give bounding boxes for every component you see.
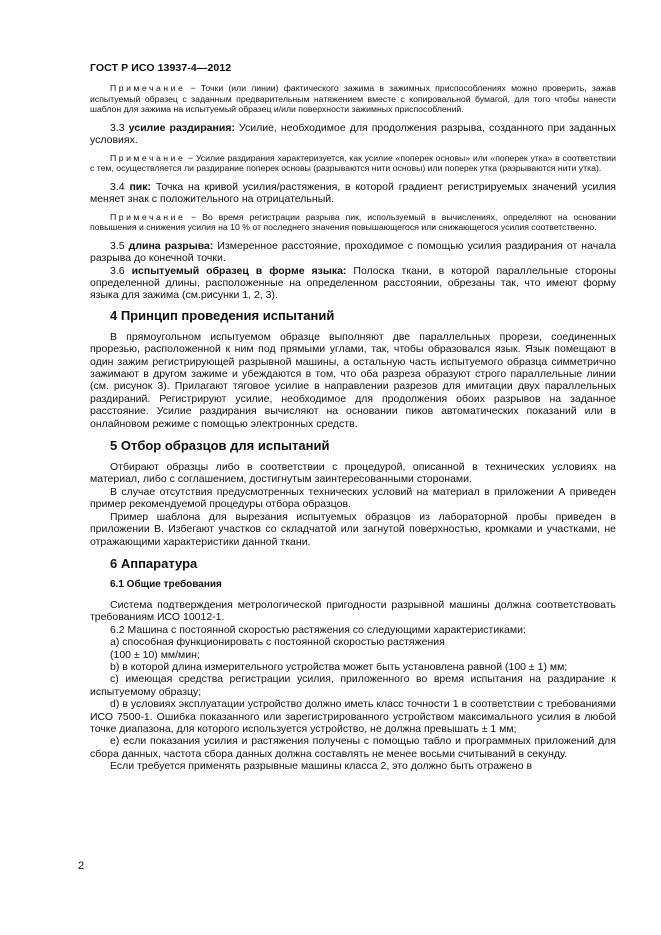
section-5-paragraph-3: Пример шаблона для вырезания испытуемых образцов из лабораторной пробы приведен в приложении В. Избегают участков со складчатой или загнутой поверхностью, кромками и участками, не отражающими характеристики данной ткани. — [90, 510, 616, 548]
definition-3-6 — [90, 265, 616, 302]
definition-text: Точка на кривой усилия/растяжения, в которой градиент регистрируемых значений усилия меняет знак с положительного на отрицательный. — [90, 180, 616, 206]
definition-number: 3.3 — [110, 121, 129, 134]
document-header: ГОСТ Р ИСО 13937-4—2012 — [90, 62, 232, 74]
note-label: Примечание — [110, 211, 186, 222]
section-4-title: 4 Принцип проведения испытаний — [110, 307, 335, 323]
definition-text: Полоска ткани, в которой параллельные стороны определенной длины, расположенные на определенном расстоянии, обрезаны так, что имеют форму языка для зажима (см.рисунки 1, 2, 3). — [90, 264, 616, 302]
note-text: − Усилие раздирания характеризуется, как усилие «поперек основы» или «поперек утка» в соответствии с тем, осуществляется ли раздирание поперек основы (разрываются нити основы) или поперек утка (разрываются нити утка). — [90, 152, 616, 174]
section-5-paragraph-2: В случае отсутствия предусмотренных технических условий на материал в приложении А приведен пример рекомендуемой процедуры отбора образцов. — [90, 485, 616, 511]
definition-number: 3.4 — [110, 180, 130, 193]
section-6-2-paragraph: 6.2 Машина с постоянной скоростью растяжения со следующими характеристиками: — [110, 623, 526, 636]
list-item-b: b) в которой длина измерительного устройства может быть установлена равной (100 ± 1) мм; — [110, 660, 568, 673]
note-clamp-lines — [90, 83, 616, 115]
note-text: − Во время регистрации разрыва пик, используемый в вычислениях, определяют на основании повышения и снижения усилия на 10 % от последнего значения повышающегося или снижающегося усилия соответственно. — [90, 211, 616, 233]
section-5-paragraph-1: Отбирают образцы либо в соответствии с процедурой, описанной в технических условиях на материал, либо с соглашением, достигнутым заинтересованными сторонами. — [90, 461, 616, 486]
note-label: Примечание — [110, 83, 186, 93]
definition-term: длина разрыва: — [128, 239, 214, 252]
list-item-d: d) в условиях эксплуатации устройство должно иметь класс точности 1 в соответствии с требованиями ИСО 7500-1. Ошибка показанного или зарегистрированного устройством максимального усилия в любой точке диапазона, для которого используется устройство, не должна превышать ± 1 мм; — [90, 698, 616, 735]
subsection-6-1-title: 6.1 Общие требования — [110, 578, 222, 590]
definition-3-5 — [90, 240, 616, 265]
definition-term: испытуемый образец в форме языка: — [131, 264, 347, 277]
section-6-title: 6 Аппаратура — [110, 555, 198, 571]
definition-3-3 — [90, 122, 616, 147]
list-item-a-value: (100 ± 10) мм/мин; — [110, 648, 200, 661]
definition-text: Измеренное расстояние, проходимое с помощью усилия раздирания от начала разрыва до конечной точки. — [90, 239, 616, 265]
list-item-a: a) способная функционировать с постоянной скоростью растяжения — [110, 636, 445, 649]
definition-3-4 — [90, 181, 616, 206]
definition-term: пик: — [129, 180, 151, 193]
final-paragraph: Если требуется применять разрывные машины класса 2, это должно быть отражено в — [110, 760, 533, 773]
list-item-e: e) если показания усилия и растяжения получены с помощью табло и программных приложений для сбора данных, частота сбора данных должна составлять не менее восьми считываний в секунду. — [90, 735, 616, 760]
note-peak — [90, 212, 616, 233]
page-body — [90, 83, 616, 773]
page-number: 2 — [78, 860, 85, 872]
section-4-paragraph: В прямоугольном испытуемом образце выполняют две параллельных прорези, соединенных прорезью, расположенной к ним под прямыми углами, так, чтобы образовался язык. Язык помещают в один зажим регистрирующей разрывной машины, а остальную часть испытуемого образца симметрично зажимают в другом зажиме и убеждаются в том, что оба разреза образуют строго параллельные линии (см. рисунок 3). Прилагают тяговое усилие в направлении разрезов для имитации двух параллельных раздираний. Регистрируют усилие, необходимое для продолжения обоих разрывов на заданное расстояние. Усилие раздирания вычисляют на основании пиков автоматических показаний или в онлайновом режиме с помощью электронных средств. — [90, 330, 616, 430]
section-5-title: 5 Отбор образцов для испытаний — [110, 438, 330, 454]
note-text: − Точки (или линии) фактического зажима в зажимных приспособлениях можно проверить, зажав испытуемый образец с заданным предварительным натяжением вместе с копировальной бумагой, для того чтобы нанести шаблон для зажима на испытуемый образец и/или поверхности зажимных приспособлений. — [90, 83, 616, 115]
section-6-1-paragraph: Система подтверждения метрологической пригодности разрывной машины должна соответствовать требованиям ИСО 10012-1. — [90, 598, 616, 624]
definition-text: Усилие, необходимое для продолжения разрыва, созданного при заданных условиях. — [90, 121, 617, 147]
definition-number: 3.5 — [110, 239, 129, 252]
definition-term: усилие раздирания: — [128, 121, 235, 134]
note-label: Примечание — [110, 152, 186, 163]
list-item-c: c) имеющая средства регистрации усилия, приложенного во время испытания на раздирание к испытуемому образцу; — [90, 673, 616, 698]
definition-number: 3.6 — [110, 264, 132, 277]
note-tear-force — [90, 153, 616, 174]
